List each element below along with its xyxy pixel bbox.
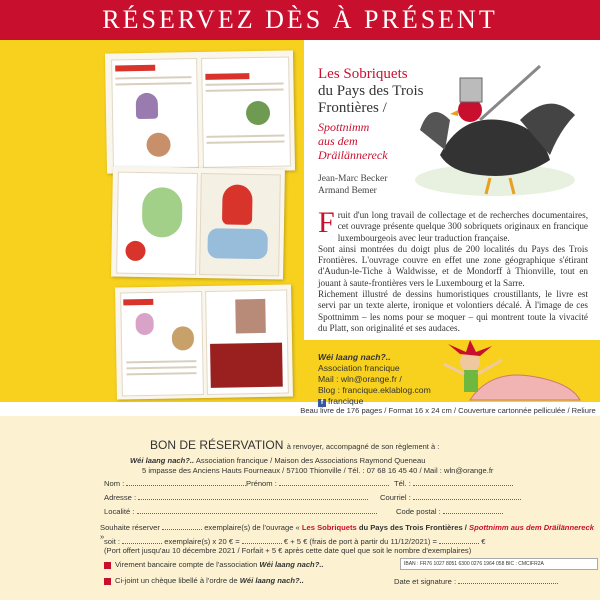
association-blog: Blog : francique.eklablog.com bbox=[318, 385, 431, 395]
nom-label: Nom : bbox=[104, 479, 125, 488]
adresse-label: Adresse : bbox=[104, 493, 137, 502]
association-type: Association francique bbox=[318, 363, 400, 373]
virement-option[interactable] bbox=[104, 560, 324, 569]
virement-checkbox[interactable] bbox=[104, 562, 111, 569]
tel-field[interactable] bbox=[394, 478, 513, 488]
souhaite-label: Souhaite réserver bbox=[100, 523, 160, 532]
form-address-rest: Association francique / Maison des Associations Raymond Queneau bbox=[195, 456, 426, 465]
date-label: Date et signature : bbox=[394, 577, 457, 586]
souhaite-title: Les Sobriquets bbox=[301, 523, 357, 532]
courriel-field[interactable] bbox=[380, 492, 521, 502]
soit-total-input[interactable] bbox=[439, 536, 479, 544]
cheque-assoc: Wéi laang nach?.. bbox=[239, 576, 304, 585]
soit-port-text: € + 5 € (frais de port à partir du 11/12/2021) = bbox=[283, 537, 437, 546]
book-title-line2: du Pays des Trois bbox=[318, 83, 424, 99]
cheque-text: Ci-joint un chèque libellé à l'ordre de bbox=[115, 576, 238, 585]
book-spread-photo-1 bbox=[105, 50, 295, 173]
adresse-field[interactable] bbox=[104, 492, 368, 502]
description-para-2: Sont ainsi montrées du doigt plus de 200 localités du Pays des Trois Frontières. L'ouvrage couvre en effet une zone géographique s'étirant d'Audun-le-Tiche à Waldwisse, et de Mondorff à Thionville, tout en jouant à saute-frontières vers le Luxembourg et la Sarre. bbox=[318, 243, 588, 288]
rooster-illustration bbox=[400, 60, 590, 200]
tel-label: Tél. : bbox=[394, 479, 411, 488]
form-title bbox=[150, 438, 439, 452]
virement-assoc: Wéi laang nach?.. bbox=[259, 560, 324, 569]
soit-euro: € bbox=[481, 537, 486, 546]
form-heading-suffix: à renvoyer, accompagné de son règlement à : bbox=[286, 442, 440, 451]
prenom-label: Prénom : bbox=[246, 479, 277, 488]
iban-box: IBAN : FR76 1027 8051 6300 0276 1964 058 BIC : CMCIFR2A bbox=[400, 558, 598, 570]
nom-field[interactable] bbox=[104, 478, 246, 488]
book-title-line3: Frontières / bbox=[318, 100, 387, 116]
prenom-field[interactable] bbox=[246, 478, 389, 488]
page-banner: RÉSERVEZ DÈS À PRÉSENT bbox=[0, 0, 600, 40]
book-subtitle-line2: aus dem bbox=[318, 134, 358, 148]
book-subtitle-line1: Spottnimm bbox=[318, 120, 370, 134]
localite-label: Localité : bbox=[104, 507, 135, 516]
souhaite-text: exemplaire(s) de l'ouvrage « bbox=[204, 523, 302, 532]
form-heading: BON DE RÉSERVATION bbox=[150, 438, 284, 452]
cheque-checkbox[interactable] bbox=[104, 578, 111, 585]
code-postal-field[interactable] bbox=[396, 506, 503, 516]
form-address-line-2: 5 impasse des Anciens Hauts Fourneaux / 57100 Thionville / Tél. : 07 68 16 45 40 / Mail : wln@orange.fr bbox=[142, 466, 494, 475]
soit-qty-input[interactable] bbox=[122, 536, 162, 544]
association-block bbox=[318, 352, 431, 407]
soit-qty-text: exemplaire(s) x 20 € = bbox=[164, 537, 240, 546]
port-note: (Port offert jusqu'au 10 décembre 2021 / Forfait + 5 € après cette date quel que soit le nombre d'exemplaires) bbox=[104, 546, 472, 555]
book-spread-photo-3 bbox=[115, 284, 293, 399]
dropcap: F bbox=[318, 206, 335, 239]
form-address-line-1 bbox=[130, 456, 425, 465]
form-address-assoc: Wéi laang nach?.. bbox=[130, 456, 195, 465]
virement-text: Virement bancaire compte de l'association bbox=[115, 560, 258, 569]
association-facebook: francique bbox=[328, 396, 364, 406]
association-mail: Mail : wln@orange.fr / bbox=[318, 374, 402, 384]
book-format: Beau livre de 176 pages / Format 16 x 24 cm / Couverture cartonnée pelliculée / Reliure bbox=[300, 406, 596, 415]
facebook-icon: f bbox=[318, 399, 326, 407]
book-description bbox=[318, 206, 588, 334]
quantity-input[interactable] bbox=[162, 522, 202, 530]
author-2: Armand Bemer bbox=[318, 186, 377, 196]
souhaite-mid: du Pays des Trois Frontières / bbox=[356, 523, 470, 532]
book-spread-photo-2 bbox=[111, 167, 285, 280]
souhaite-end: » bbox=[100, 532, 105, 541]
cheque-option[interactable] bbox=[104, 576, 304, 585]
description-para-1: ruit d'un long travail de collectage et de recherches documentaires, cet ouvrage présente quelque 300 sobriquets originaux en francique luxembourgeois avec leur traduction française. bbox=[337, 210, 588, 243]
souhaite-sub: Spottnimm aus dem Dräilännereck bbox=[469, 523, 594, 532]
book-subtitle-line3: Dräilännereck bbox=[318, 148, 388, 162]
author-1: Jean-Marc Becker bbox=[318, 174, 388, 184]
soit-line bbox=[104, 536, 485, 546]
book-title-line1: Les Sobriquets bbox=[318, 66, 408, 82]
association-name: Wéi laang nach?.. bbox=[318, 352, 391, 362]
jester-illustration bbox=[430, 340, 590, 402]
code-postal-label: Code postal : bbox=[396, 507, 441, 516]
soit-subtotal-input[interactable] bbox=[242, 536, 282, 544]
date-signature-field[interactable] bbox=[394, 576, 558, 586]
courriel-label: Courriel : bbox=[380, 493, 411, 502]
soit-label: soit : bbox=[104, 537, 121, 546]
description-para-3: Richement illustré de dessins humoristiques croustillants, le livre est servi par un texte alerte, ironique et volontiers décalé. À l'image de ces Spottnimm – les noms pour se moquer – qui montrent toute la vivacité du Platt, son originalité et ses audaces. bbox=[318, 289, 588, 333]
localite-field[interactable] bbox=[104, 506, 377, 516]
